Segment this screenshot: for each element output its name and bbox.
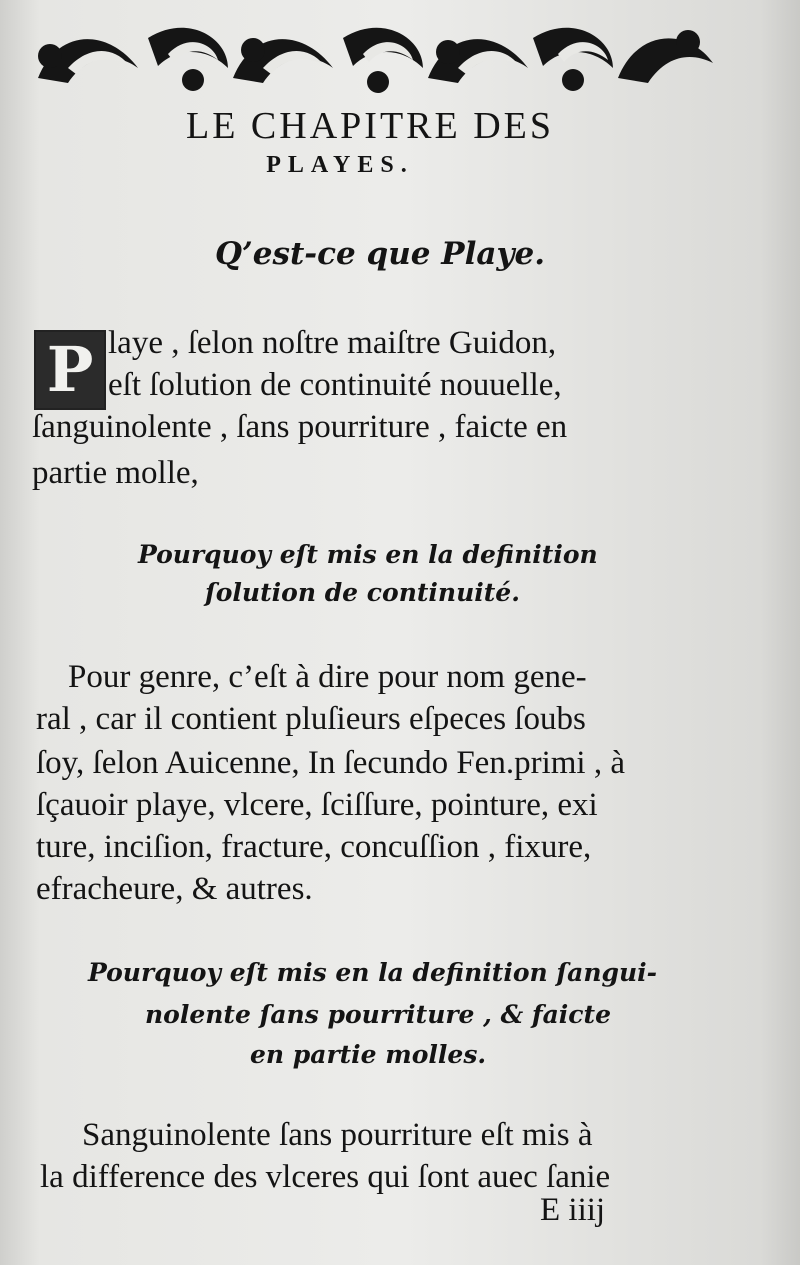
chapter-heading-line2: PLAYES. — [266, 152, 414, 178]
question3-line1: Pourquoy eſt mis en la definition ſangui- — [88, 958, 658, 987]
paragraph2-line1: Pour genre, c’eſt à dire pour nom gene- — [68, 659, 587, 695]
question3-line2: nolente ſans pourriture , & faicte — [145, 1000, 611, 1029]
initial-letter: P — [46, 333, 94, 406]
paragraph1-line2: eſt ſolution de continuité nouuelle, — [108, 367, 562, 403]
question3-line3: en partie molles. — [250, 1040, 487, 1069]
question2-line1: Pourquoy eſt mis en la definition — [138, 540, 598, 569]
question-heading: Q’est-ce que Playe. — [215, 236, 545, 272]
signature-mark: E iiij — [540, 1192, 606, 1228]
decorative-headband-ornament — [28, 8, 718, 104]
paragraph1-line3: ſanguinolente , ſans pourriture , faicte en — [32, 409, 568, 445]
paragraph1-line4: partie molle, — [32, 455, 199, 491]
paragraph2-line5: ture, inciſion, fracture, concuſſion , fixure, — [36, 829, 592, 865]
decorated-initial-letter — [34, 330, 106, 410]
paragraph2-line6: efracheure, & autres. — [36, 871, 313, 907]
paragraph2-line2: ral , car il contient pluſieurs eſpeces ſoubs — [36, 701, 586, 737]
paragraph2-line4: ſçauoir playe, vlcere, ſciſſure, pointure, exi — [36, 787, 598, 823]
paragraph2-line3: ſoy, ſelon Auicenne, In ſecundo Fen.primi , à — [36, 745, 625, 781]
paragraph3-line1: Sanguinolente ſans pourriture eſt mis à — [82, 1117, 593, 1153]
paragraph3-line2: la difference des vlceres qui ſont auec ſanie — [40, 1159, 611, 1195]
paragraph1-line1: laye , ſelon noſtre maiſtre Guidon, — [108, 325, 557, 361]
chapter-heading-line1: LE CHAPITRE DES — [186, 105, 554, 147]
question2-line2: ſolution de continuité. — [205, 578, 520, 607]
